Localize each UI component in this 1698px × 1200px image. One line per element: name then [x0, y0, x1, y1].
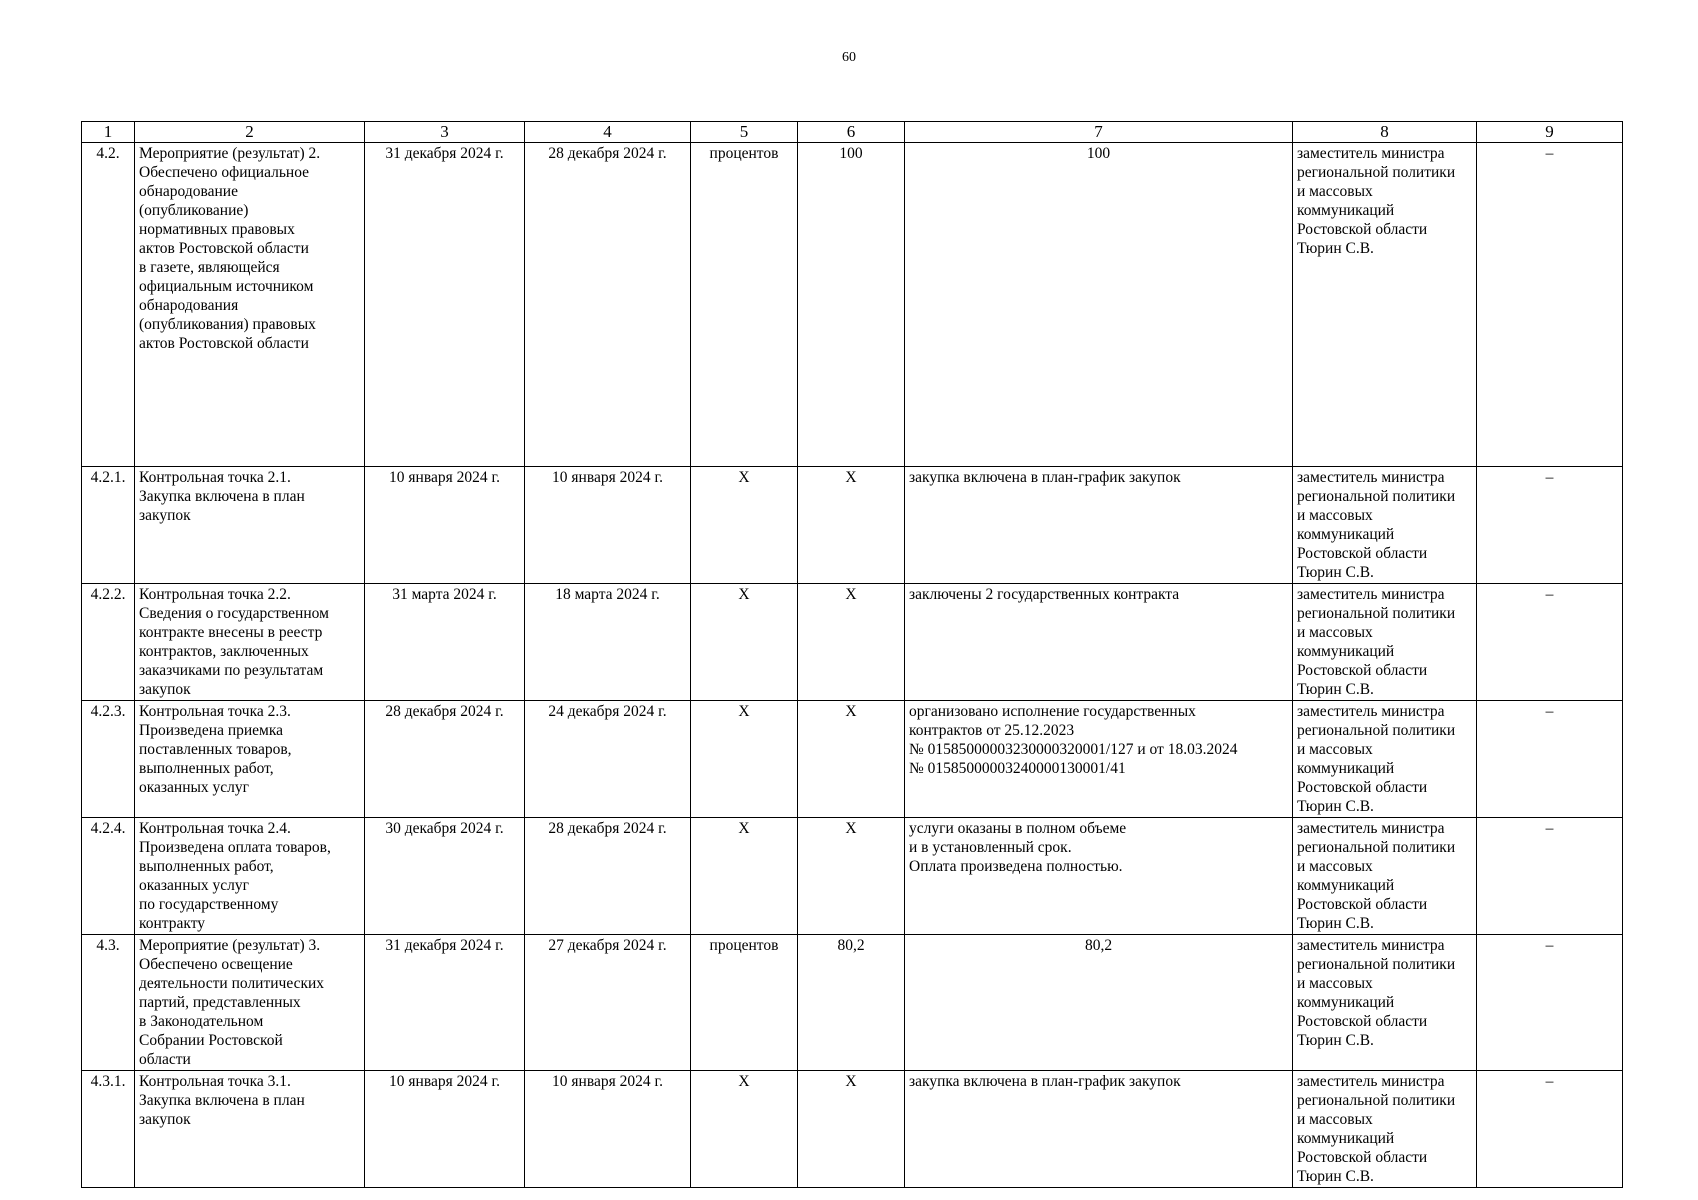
column-header: 7	[905, 122, 1293, 143]
row-number: 4.2.1.	[82, 467, 135, 584]
header-row	[82, 122, 1623, 143]
row-number: 4.3.1.	[82, 1071, 135, 1188]
row-name: Контрольная точка 2.2. Сведения о государственном контракте внесены в реестр контрактов, заключенных заказчиками по результатам закупок	[135, 584, 365, 701]
plan-value: Х	[798, 1071, 905, 1188]
page-number: 60	[842, 50, 856, 65]
row-name: Контрольная точка 2.4. Произведена оплата товаров, выполненных работ, оказанных услуг по государственному контракту	[135, 818, 365, 935]
responsible: заместитель министра региональной политики и массовых коммуникаций Ростовской области Тюрин С.В.	[1293, 818, 1477, 935]
fact-value: организовано исполнение государственных контрактов от 25.12.2023 № 01585000003230000320001/127 и от 18.03.2024 № 01585000003240000130001/41	[905, 701, 1293, 818]
fact-value: закупка включена в план-график закупок	[905, 467, 1293, 584]
fact-value: 100	[905, 143, 1293, 467]
plan-date: 31 декабря 2024 г.	[365, 143, 525, 467]
unit: процентов	[691, 935, 798, 1071]
responsible: заместитель министра региональной политики и массовых коммуникаций Ростовской области Тюрин С.В.	[1293, 1071, 1477, 1188]
column-header: 8	[1293, 122, 1477, 143]
row-number: 4.2.4.	[82, 818, 135, 935]
note: –	[1477, 701, 1623, 818]
note: –	[1477, 467, 1623, 584]
plan-value: Х	[798, 467, 905, 584]
unit: Х	[691, 584, 798, 701]
fact-date: 18 марта 2024 г.	[525, 584, 691, 701]
unit: процентов	[691, 143, 798, 467]
row-name: Контрольная точка 2.3. Произведена приемка поставленных товаров, выполненных работ, оказанных услуг	[135, 701, 365, 818]
table-row	[82, 143, 1623, 467]
plan-value: 80,2	[798, 935, 905, 1071]
fact-date: 27 декабря 2024 г.	[525, 935, 691, 1071]
fact-value: 80,2	[905, 935, 1293, 1071]
column-header: 2	[135, 122, 365, 143]
plan-value: Х	[798, 584, 905, 701]
column-header: 5	[691, 122, 798, 143]
table-row	[82, 1071, 1623, 1188]
fact-date: 28 декабря 2024 г.	[525, 818, 691, 935]
responsible: заместитель министра региональной политики и массовых коммуникаций Ростовской области Тюрин С.В.	[1293, 467, 1477, 584]
responsible: заместитель министра региональной политики и массовых коммуникаций Ростовской области Тюрин С.В.	[1293, 143, 1477, 467]
plan-date: 10 января 2024 г.	[365, 467, 525, 584]
plan-date: 30 декабря 2024 г.	[365, 818, 525, 935]
unit: Х	[691, 818, 798, 935]
row-number: 4.2.	[82, 143, 135, 467]
note: –	[1477, 584, 1623, 701]
fact-date: 10 января 2024 г.	[525, 467, 691, 584]
results-table	[81, 121, 1623, 1188]
column-header: 4	[525, 122, 691, 143]
column-header: 9	[1477, 122, 1623, 143]
fact-date: 24 декабря 2024 г.	[525, 701, 691, 818]
row-name: Контрольная точка 3.1. Закупка включена в план закупок	[135, 1071, 365, 1188]
row-name: Мероприятие (результат) 3. Обеспечено освещение деятельности политических партий, представленных в Законодательном Собрании Ростовской области	[135, 935, 365, 1071]
plan-date: 31 марта 2024 г.	[365, 584, 525, 701]
plan-date: 28 декабря 2024 г.	[365, 701, 525, 818]
plan-value: 100	[798, 143, 905, 467]
row-name: Мероприятие (результат) 2. Обеспечено официальное обнародование (опубликование) нормативных правовых актов Ростовской области в газете, являющейся официальным источником обнародования (опубликования) правовых актов Ростовской области	[135, 143, 365, 467]
plan-value: Х	[798, 701, 905, 818]
column-header: 1	[82, 122, 135, 143]
table-row	[82, 467, 1623, 584]
responsible: заместитель министра региональной политики и массовых коммуникаций Ростовской области Тюрин С.В.	[1293, 701, 1477, 818]
column-header: 3	[365, 122, 525, 143]
note: –	[1477, 818, 1623, 935]
fact-date: 10 января 2024 г.	[525, 1071, 691, 1188]
row-number: 4.2.3.	[82, 701, 135, 818]
table-row	[82, 935, 1623, 1071]
table-row	[82, 584, 1623, 701]
row-name: Контрольная точка 2.1. Закупка включена в план закупок	[135, 467, 365, 584]
fact-date: 28 декабря 2024 г.	[525, 143, 691, 467]
note: –	[1477, 1071, 1623, 1188]
unit: Х	[691, 701, 798, 818]
table-row	[82, 701, 1623, 818]
fact-value: закупка включена в план-график закупок	[905, 1071, 1293, 1188]
column-header: 6	[798, 122, 905, 143]
row-number: 4.3.	[82, 935, 135, 1071]
fact-value: заключены 2 государственных контракта	[905, 584, 1293, 701]
row-number: 4.2.2.	[82, 584, 135, 701]
unit: Х	[691, 1071, 798, 1188]
note: –	[1477, 143, 1623, 467]
unit: Х	[691, 467, 798, 584]
plan-value: Х	[798, 818, 905, 935]
table-row	[82, 818, 1623, 935]
responsible: заместитель министра региональной политики и массовых коммуникаций Ростовской области Тюрин С.В.	[1293, 584, 1477, 701]
plan-date: 31 декабря 2024 г.	[365, 935, 525, 1071]
note: –	[1477, 935, 1623, 1071]
fact-value: услуги оказаны в полном объеме и в установленный срок. Оплата произведена полностью.	[905, 818, 1293, 935]
responsible: заместитель министра региональной политики и массовых коммуникаций Ростовской области Тюрин С.В.	[1293, 935, 1477, 1071]
plan-date: 10 января 2024 г.	[365, 1071, 525, 1188]
